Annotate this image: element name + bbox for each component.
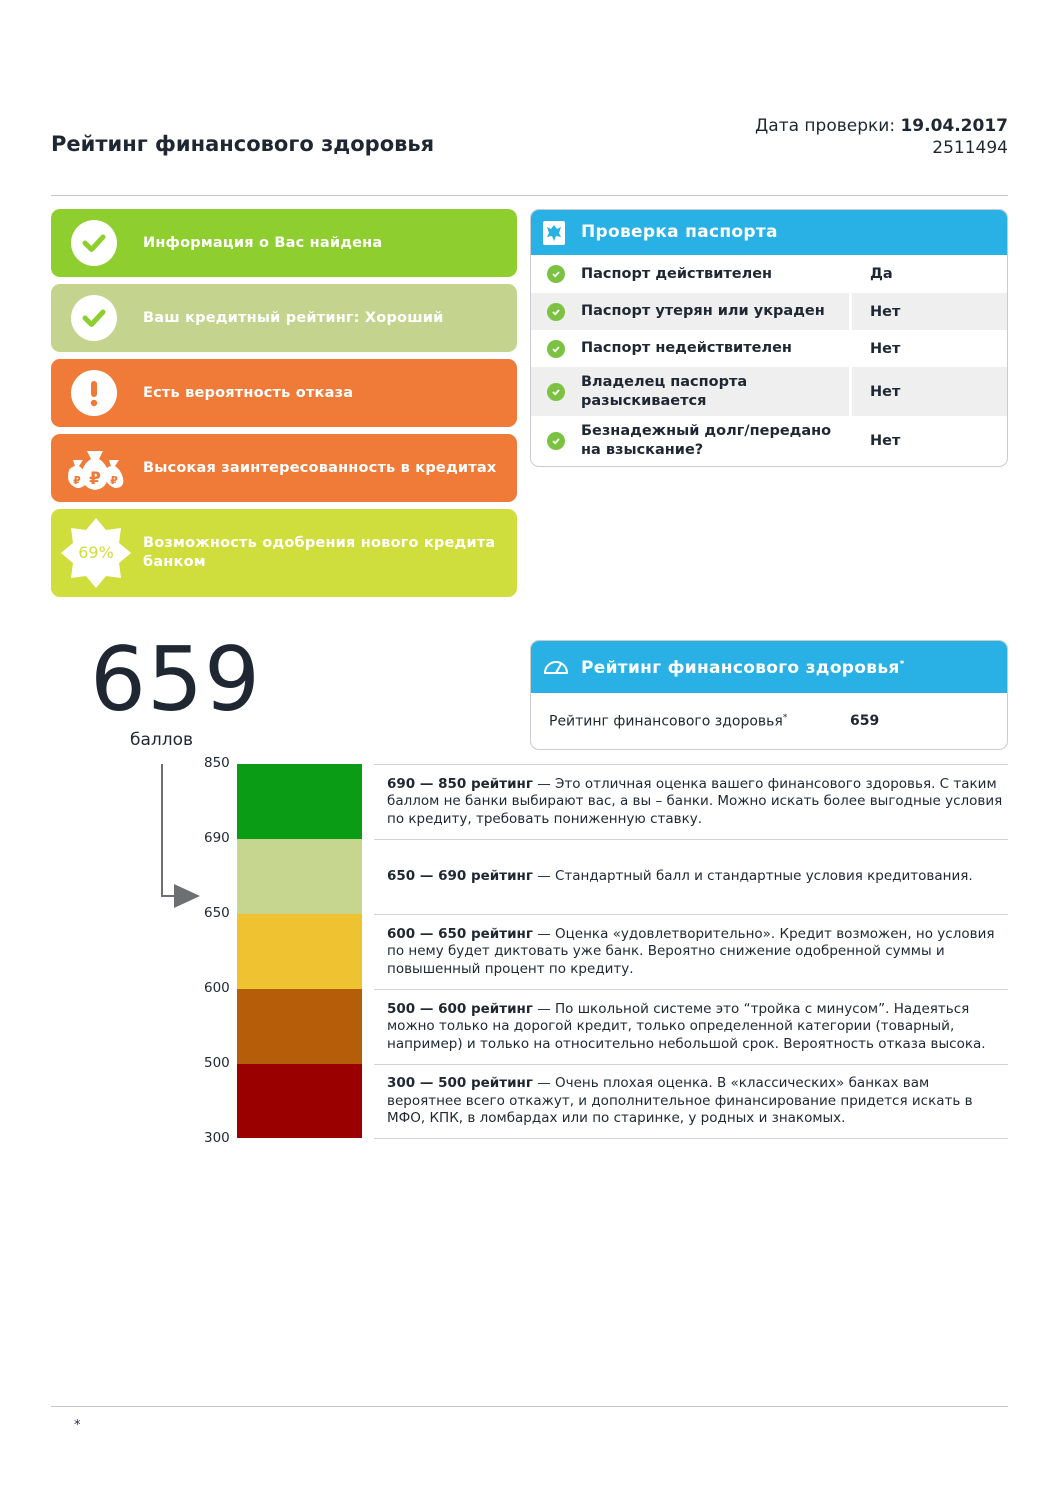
passport-row-value: Нет	[870, 433, 901, 449]
passport-row-value: Да	[870, 266, 893, 282]
status-card-label: Высокая заинтересованность в кредитах	[143, 459, 497, 476]
passport-row	[531, 416, 1007, 466]
passport-row-value: Нет	[870, 303, 901, 320]
check-circle-icon	[547, 432, 565, 450]
approval-percent: 69%	[78, 543, 114, 562]
passport-panel-header	[531, 210, 1007, 255]
rating-panel	[530, 640, 1008, 750]
rating-panel-header	[531, 641, 1007, 693]
scale-tick: 650	[204, 905, 230, 921]
status-card-credit-interest	[51, 434, 517, 502]
band-description	[374, 989, 1008, 1064]
passport-row-label: Паспорт действителен	[581, 265, 773, 282]
status-card-info-found	[51, 209, 517, 277]
check-date-label: Дата проверки:	[755, 116, 896, 136]
rating-scale	[160, 755, 1008, 1150]
check-date-value: 19.04.2017	[900, 116, 1008, 136]
check-circle-icon	[547, 265, 565, 283]
band-text: — Стандартный балл и стандартные условия кредитования.	[532, 868, 973, 885]
rating-row-label	[549, 713, 787, 730]
passport-row	[531, 330, 1007, 367]
scale-tick: 600	[204, 980, 230, 996]
rating-title-text: Рейтинг финансового здоровья	[581, 658, 900, 678]
scale-band-600-650	[237, 914, 362, 989]
passport-check-panel	[530, 209, 1008, 467]
band-description	[374, 914, 1008, 989]
passport-row	[531, 293, 1007, 330]
scale-band-300-500	[237, 1064, 362, 1138]
asterisk: *	[782, 713, 788, 723]
check-circle-icon	[547, 340, 565, 358]
band-range: 650 — 690 рейтинг	[387, 868, 533, 885]
band-range: 300 — 500 рейтинг	[387, 1075, 533, 1092]
scale-tick: 300	[204, 1130, 230, 1146]
footnote: *	[74, 1418, 81, 1433]
status-card-credit-rating	[51, 284, 517, 352]
band-range: 690 — 850 рейтинг	[387, 775, 533, 792]
svg-text:₽: ₽	[73, 474, 81, 487]
asterisk: *	[899, 659, 905, 670]
band-description	[374, 764, 1008, 839]
report-header	[51, 110, 1008, 196]
passport-row-value: Нет	[870, 340, 901, 357]
passport-row-label: Владелец паспорта разыскивается	[581, 373, 748, 409]
report-id: 2511494	[932, 138, 1008, 158]
check-circle-icon	[547, 383, 565, 401]
band-text: — Оценка «удовлетворительно». Кредит возможен, но условия по нему будет диктовать уже банк. Вероятно снижение одобренной суммы и повышенный процент по кредиту.	[387, 925, 995, 977]
passport-row-label: Паспорт недействителен	[581, 340, 792, 356]
page-title: Рейтинг финансового здоровья	[51, 132, 435, 156]
status-card-label: Информация о Вас найдена	[143, 234, 383, 251]
status-card-approval-chance	[51, 509, 517, 597]
status-card-refusal-risk	[51, 359, 517, 427]
rating-row-value: 659	[850, 713, 880, 729]
money-bags-icon	[63, 444, 127, 492]
band-range: 600 — 650 рейтинг	[387, 925, 533, 942]
band-description	[374, 839, 1008, 914]
score-value: 659	[90, 628, 261, 731]
exclamation-icon	[71, 370, 117, 416]
score-unit: баллов	[130, 730, 194, 750]
score-pointer-arrow	[160, 760, 206, 910]
check-date	[755, 116, 1008, 136]
passport-row	[531, 367, 1007, 416]
status-card-label: Возможность одобрения нового кредита банком	[143, 535, 496, 570]
scale-tick: 850	[204, 755, 230, 771]
footer-divider	[51, 1406, 1008, 1407]
passport-row	[531, 255, 1007, 293]
rating-panel-title	[581, 658, 905, 678]
scale-tick: 500	[204, 1055, 230, 1071]
band-range: 500 — 600 рейтинг	[387, 1000, 533, 1017]
status-card-label: Есть вероятность отказа	[143, 384, 354, 401]
scale-band-690-850	[237, 764, 362, 839]
scale-band-500-600	[237, 989, 362, 1064]
band-text: — Очень плохая оценка. В «классических» банках вам вероятнее всего откажут, и дополнительное финансирование придется искать в МФО, КПК, в ломбардах или по старинке, у родных и знакомых.	[387, 1075, 973, 1127]
passport-row-value: Нет	[870, 383, 901, 400]
row-divider	[849, 293, 852, 330]
status-card-label: Ваш кредитный рейтинг: Хороший	[143, 309, 444, 326]
svg-text:₽: ₽	[110, 474, 118, 487]
check-icon	[71, 220, 117, 266]
svg-text:₽: ₽	[89, 469, 101, 489]
passport-row-label: Паспорт утерян или украден	[581, 303, 825, 319]
passport-panel-title: Проверка паспорта	[581, 222, 778, 242]
check-circle-icon	[547, 303, 565, 321]
scale-band-650-690	[237, 839, 362, 914]
scale-tick: 690	[204, 830, 230, 846]
rating-row-label-text: Рейтинг финансового здоровья	[549, 713, 783, 730]
passport-row-label: Безнадежный долг/передано на взыскание?	[581, 423, 832, 458]
speedometer-icon	[543, 657, 569, 675]
check-icon	[71, 295, 117, 341]
percent-badge-icon	[59, 516, 133, 590]
band-description	[374, 1064, 1008, 1139]
band-text: — По школьной системе это “тройка с минусом”. Надеяться можно только на дорогой кредит, только определенной категории (товарный, например) и только на относительно небольшой срок. Вероятность отказа высока.	[387, 1000, 986, 1052]
band-text: — Это отличная оценка вашего финансового здоровья. С таким баллом не банки выбирают вас, а вы – банки. Можно искать более выгодные условия по кредиту, требовать пониженную ставку.	[387, 775, 1003, 827]
emblem-icon	[543, 221, 565, 245]
row-divider	[849, 367, 852, 416]
